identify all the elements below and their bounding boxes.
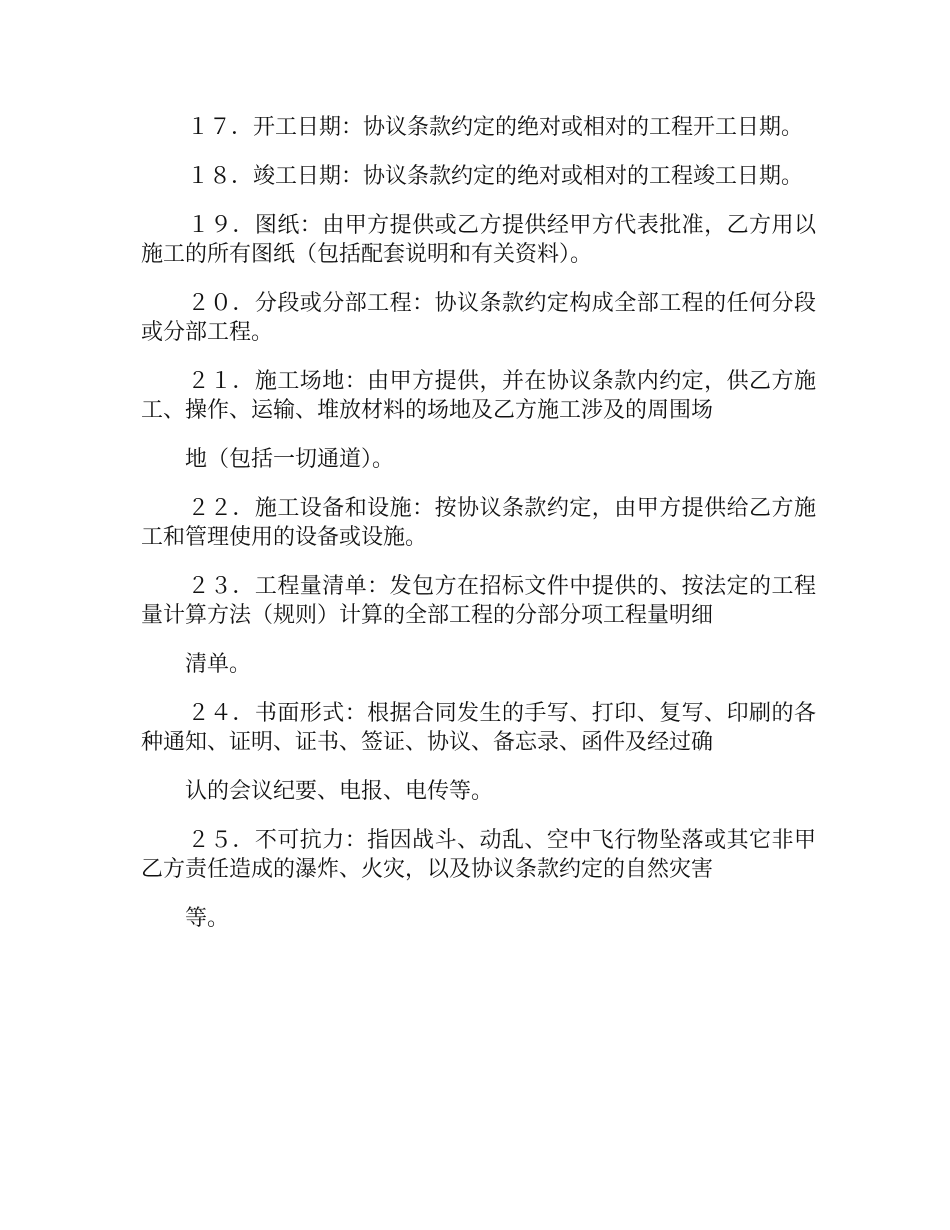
clause-23 bbox=[141, 572, 816, 630]
clause-18 bbox=[141, 162, 816, 191]
clause-25-continuation: 等。 bbox=[185, 906, 230, 931]
clause-text: ２２．施工设备和设施：按协议条款约定，由甲方提供给乙方施工和管理使用的设备或设施。 bbox=[141, 496, 816, 550]
clause-text: ２４．书面形式：根据合同发生的手写、打印、复写、印刷的各种通知、证明、证书、签证、协议、备忘录、函件及经过确 bbox=[141, 701, 816, 755]
clause-21 bbox=[141, 367, 816, 425]
clause-17 bbox=[141, 113, 816, 142]
clause-text: １８．竣工日期：协议条款约定的绝对或相对的工程竣工日期。 bbox=[187, 164, 804, 189]
clause-19 bbox=[141, 211, 816, 269]
clause-text: １９．图纸：由甲方提供或乙方提供经甲方代表批准，乙方用以施工的所有图纸（包括配套说明和有关资料）。 bbox=[141, 213, 816, 267]
clause-text: ２１．施工场地：由甲方提供，并在协议条款内约定，供乙方施工、操作、运输、堆放材料的场地及乙方施工涉及的周围场 bbox=[141, 369, 816, 423]
clause-20 bbox=[141, 289, 816, 347]
clause-21-continuation: 地（包括一切通道）。 bbox=[185, 447, 395, 472]
clause-24-continuation: 认的会议纪要、电报、电传等。 bbox=[185, 779, 494, 804]
clause-text: １７．开工日期：协议条款约定的绝对或相对的工程开工日期。 bbox=[187, 115, 804, 140]
clause-25 bbox=[141, 826, 816, 884]
clause-22 bbox=[141, 494, 816, 552]
clause-23-continuation: 清单。 bbox=[185, 652, 252, 677]
clause-24 bbox=[141, 699, 816, 757]
clause-text: ２５．不可抗力：指因战斗、动乱、空中飞行物坠落或其它非甲乙方责任造成的瀑炸、火灾，以及协议条款约定的自然灾害 bbox=[141, 828, 816, 882]
document-body bbox=[141, 113, 816, 953]
clause-text: ２０．分段或分部工程：协议条款约定构成全部工程的任何分段或分部工程。 bbox=[141, 291, 816, 345]
clause-text: ２３．工程量清单：发包方在招标文件中提供的、按法定的工程量计算方法（规则）计算的全部工程的分部分项工程量明细 bbox=[141, 574, 816, 628]
